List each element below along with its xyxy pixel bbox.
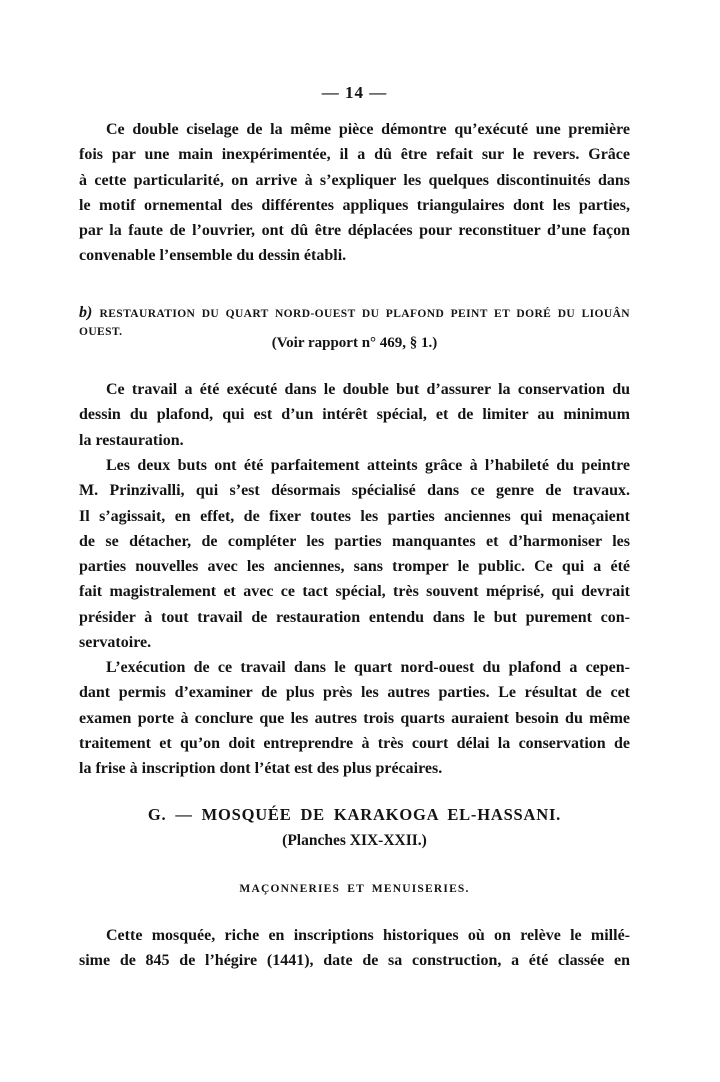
page-number: — 14 —	[321, 83, 388, 102]
plates-note: (Planches XIX-XXII.)	[282, 832, 427, 849]
text-line: présider à tout travail de restauration entendu dans le but purement con-	[79, 608, 630, 626]
section-b-title: RESTAURATION DU QUART NORD-OUEST DU PLAFOND PEINT ET DORÉ DU LIOUÂN OUEST.	[79, 308, 630, 338]
text-line: Ce travail a été exécuté dans le double but d’assurer la conservation du	[106, 381, 630, 398]
text-line: parties nouvelles avec les anciennes, sans tromper le public. Ce qui a été	[79, 558, 630, 576]
body-paragraph-3	[79, 453, 630, 655]
text-line: servatoire.	[79, 634, 152, 652]
text-line: la frise à inscription dont l’état est des plus précaires.	[79, 760, 443, 778]
text-line: la restauration.	[79, 431, 184, 449]
text-line: le motif ornemental des différentes appliques triangulaires dont les parties,	[79, 196, 630, 214]
text-line: M. Prinzivalli, qui s’est désormais spécialisé dans ce genre de travaux.	[79, 482, 630, 500]
text-line: examen porte à conclure que les autres trois quarts auraient besoin du même	[79, 709, 630, 727]
text-line: par la faute de l’ouvrier, ont dû être déplacées pour reconstituer d’une façon	[79, 222, 630, 240]
text-line: Il s’agissait, en effet, de fixer toutes les parties anciennes qui menaçaient	[79, 507, 630, 525]
body-paragraph-2	[79, 377, 630, 453]
section-g-title: G. — MOSQUÉE DE KARAKOGA EL-HASSANI.	[147, 805, 562, 824]
text-line: Les deux buts ont été parfaitement atteints grâce à l’habileté du peintre	[106, 457, 630, 474]
text-line: L’exécution de ce travail dans le quart nord-ouest du plafond a cepen-	[106, 659, 630, 676]
body-paragraph-1	[79, 117, 630, 269]
text-line: sime de 845 de l’hégire (1441), date de sa construction, a été classée en	[79, 952, 630, 970]
text-line: fait magistralement et avec ce tact spécial, très souvent méprisé, qui devrait	[79, 583, 630, 601]
text-line: Cette mosquée, riche en inscriptions historiques où on relève le millé-	[106, 927, 630, 944]
text-line: convenable l’ensemble du dessin établi.	[79, 247, 347, 265]
body-paragraph-5	[79, 923, 630, 974]
text-line: Ce double ciselage de la même pièce démontre qu’exécuté une première	[106, 121, 630, 138]
text-line: traitement et qu’on doit entreprendre à très court délai la conservation de	[79, 734, 630, 752]
text-line: fois par une main inexpérimentée, il a dû être refait sur le revers. Grâce	[79, 146, 630, 164]
report-reference: (Voir rapport n° 469, § 1.)	[271, 335, 438, 351]
body-paragraph-4	[79, 655, 630, 781]
text-line: dant permis d’examiner de plus près les autres parties. Le résultat de cet	[79, 684, 630, 702]
section-b-marker: b)	[79, 304, 93, 321]
text-line: dessin du plafond, qui est d’un intérêt spécial, et de limiter au minimum	[79, 406, 630, 424]
text-line: de se détacher, de compléter les parties manquantes et d’harmoniser les	[79, 532, 630, 550]
text-line: à cette particularité, on arrive à s’expliquer les quelques discontinuités dans	[79, 171, 630, 189]
section-g-subheading: MAÇONNERIES ET MENUISERIES.	[239, 883, 470, 895]
